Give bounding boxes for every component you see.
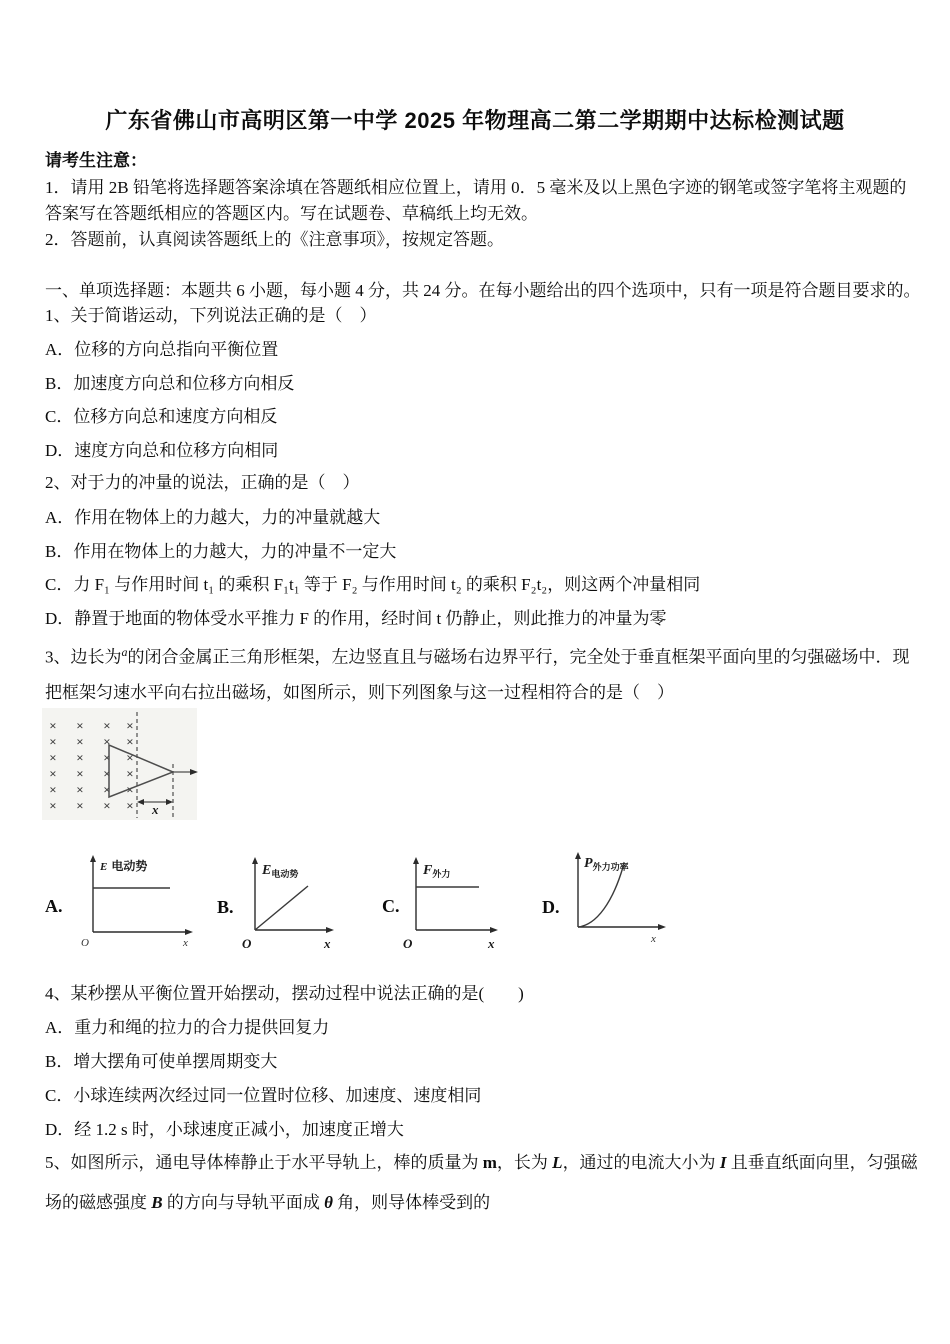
q5-stem-line1 bbox=[45, 1152, 918, 1174]
y-axis-label-emf: E电动势 bbox=[262, 863, 299, 879]
q4-option-a: A．重力和绳的拉力的合力提供回复力 bbox=[45, 1018, 330, 1037]
field-cross-icon: × bbox=[103, 766, 111, 781]
field-cross-icon: × bbox=[103, 718, 111, 733]
field-cross-icon: × bbox=[103, 798, 111, 813]
q5-var-L: L bbox=[552, 1153, 563, 1172]
quadratic-power-curve bbox=[578, 867, 623, 927]
q2-option-c: C．力 F₁ 与作用时间 t₁ 的乘积 F₁t₁ 等于 F₂ 与作用时间 t₂ 的乘积 F₂t₂，则这两个冲量相同 bbox=[45, 575, 701, 594]
field-cross-icon: × bbox=[76, 782, 84, 797]
graph-c-force-constant bbox=[400, 850, 510, 958]
q3-stem-line2: 把框架匀速水平向右拉出磁场，如图所示，则下列图象与这一过程相符合的是（ ） bbox=[45, 683, 674, 702]
origin-label: O bbox=[242, 936, 252, 951]
x-axis-label: x bbox=[324, 936, 331, 951]
q5-text: 5、如图所示，通电导体棒静止于水平导轨上，棒的质量为 bbox=[45, 1153, 483, 1172]
field-cross-icon: × bbox=[103, 782, 111, 797]
q2-stem: 2、对于力的冲量的说法，正确的是（ ） bbox=[45, 473, 360, 492]
q2-option-b: B．作用在物体上的力越大，力的冲量不一定大 bbox=[45, 542, 397, 561]
graph-d-power-quadratic bbox=[563, 845, 678, 955]
field-cross-icon: × bbox=[49, 782, 57, 797]
q5-text: 场的磁感强度 bbox=[45, 1193, 152, 1212]
field-cross-icon: × bbox=[103, 750, 111, 765]
notice-item1-line2: 答案写在答题纸相应的答题区内。写在试题卷、草稿纸上均无效。 bbox=[45, 204, 538, 223]
origin-label: O bbox=[403, 936, 413, 951]
graph-option-b-label: B. bbox=[217, 897, 234, 917]
q1-option-d: D．速度方向总和位移方向相同 bbox=[45, 441, 279, 460]
field-cross-icon: × bbox=[49, 734, 57, 749]
section1-heading: 一、单项选择题：本题共 6 小题，每小题 4 分，共 24 分。在每小题给出的四个选项中，只有一项是符合题目要求的。 bbox=[45, 281, 921, 300]
q3-text-pre: 3、边长为 bbox=[45, 647, 122, 667]
graph-b-emf-linear bbox=[240, 850, 345, 958]
q4-stem: 4、某秒摆从平衡位置开始摆动，摆动过程中说法正确的是( ) bbox=[45, 984, 524, 1003]
q5-stem-line2 bbox=[45, 1192, 490, 1214]
q1-option-c: C．位移方向总和速度方向相反 bbox=[45, 407, 278, 426]
field-cross-icon: × bbox=[103, 734, 111, 749]
x-axis-label: x bbox=[651, 933, 656, 945]
x-axis-label: x bbox=[488, 936, 495, 951]
q1-option-a: A．位移的方向总指向平衡位置 bbox=[45, 340, 279, 359]
field-cross-icon: × bbox=[76, 718, 84, 733]
field-cross-icon: × bbox=[126, 766, 134, 781]
q5-text: 且垂直纸面向里，匀强磁 bbox=[726, 1153, 918, 1172]
q5-var-B: B bbox=[151, 1193, 163, 1212]
field-cross-icon: × bbox=[126, 798, 134, 813]
origin-label: O bbox=[81, 937, 89, 949]
q3-text-post: 的闭合金属正三角形框架，左边竖直且与磁场右边界平行，完全处于垂直框架平面向里的匀强磁场中．现 bbox=[127, 647, 910, 667]
notice-item1-line1: 1．请用 2B 铅笔将选择题答案涂填在答题纸相应位置上，请用 0．5 毫米及以上黑色字迹的钢笔或签字笔将主观题的 bbox=[45, 178, 907, 197]
exam-title: 广东省佛山市高明区第一中学 2025 年物理高二第二学期期中达标检测试题 bbox=[105, 108, 845, 133]
figure-background bbox=[42, 708, 197, 820]
y-axis-label-force: F外力 bbox=[423, 863, 451, 879]
q2-option-a: A．作用在物体上的力越大，力的冲量就越大 bbox=[45, 508, 381, 527]
field-cross-icon: × bbox=[49, 766, 57, 781]
q5-var-m: m bbox=[482, 1153, 497, 1172]
q4-option-d: D．经 1.2 s 时，小球速度正减小，加速度正增大 bbox=[45, 1120, 404, 1139]
field-cross-icon: × bbox=[49, 750, 57, 765]
notice-heading: 请考生注意： bbox=[45, 151, 147, 170]
field-cross-icon: × bbox=[126, 734, 134, 749]
field-cross-icon: × bbox=[76, 766, 84, 781]
field-cross-icon: × bbox=[126, 718, 134, 733]
field-cross-icon: × bbox=[76, 798, 84, 813]
q1-stem: 1、关于简谐运动，下列说法正确的是（ ） bbox=[45, 306, 377, 325]
q4-option-c: C．小球连续两次经过同一位置时位移、加速度、速度相同 bbox=[45, 1086, 482, 1105]
field-cross-icon: × bbox=[76, 750, 84, 765]
q5-text: ，长为 bbox=[496, 1153, 553, 1172]
field-cross-icon: × bbox=[49, 798, 57, 813]
q3-stem-line1 bbox=[45, 641, 910, 669]
q5-var-I: I bbox=[719, 1153, 727, 1172]
q1-option-b: B．加速度方向总和位移方向相反 bbox=[45, 374, 295, 393]
field-cross-icon: × bbox=[126, 782, 134, 797]
q5-var-theta: θ bbox=[324, 1193, 333, 1212]
linear-emf-line bbox=[255, 886, 308, 930]
graph-option-c-label: C. bbox=[382, 896, 400, 916]
q3-var-a: a bbox=[121, 645, 128, 659]
graph-a-emf-constant bbox=[75, 850, 205, 958]
y-axis-label-power: P外力功率 bbox=[584, 856, 629, 872]
field-cross-icon: × bbox=[76, 734, 84, 749]
notice-item2: 2．答题前，认真阅读答题纸上的《注意事项》，按规定答题。 bbox=[45, 230, 504, 249]
q2-option-d: D．静置于地面的物体受水平推力 F 的作用，经时间 t 仍静止，则此推力的冲量为零 bbox=[45, 609, 667, 628]
y-axis-label-emf: E 电动势 bbox=[100, 859, 148, 873]
q5-text: 的方向与导轨平面成 bbox=[162, 1193, 325, 1212]
graph-option-a-label: A. bbox=[45, 896, 63, 916]
x-distance-label: x bbox=[152, 802, 159, 817]
q5-text: 角，则导体棒受到的 bbox=[332, 1193, 491, 1212]
q3-figure-magnetic-field-triangle bbox=[42, 708, 222, 826]
q5-text: ，通过的电流大小为 bbox=[562, 1153, 720, 1172]
graph-option-d-label: D. bbox=[542, 897, 560, 917]
x-axis-label: x bbox=[183, 937, 188, 949]
field-cross-icon: × bbox=[126, 750, 134, 765]
field-cross-icon: × bbox=[49, 718, 57, 733]
q4-option-b: B．增大摆角可使单摆周期变大 bbox=[45, 1052, 278, 1071]
